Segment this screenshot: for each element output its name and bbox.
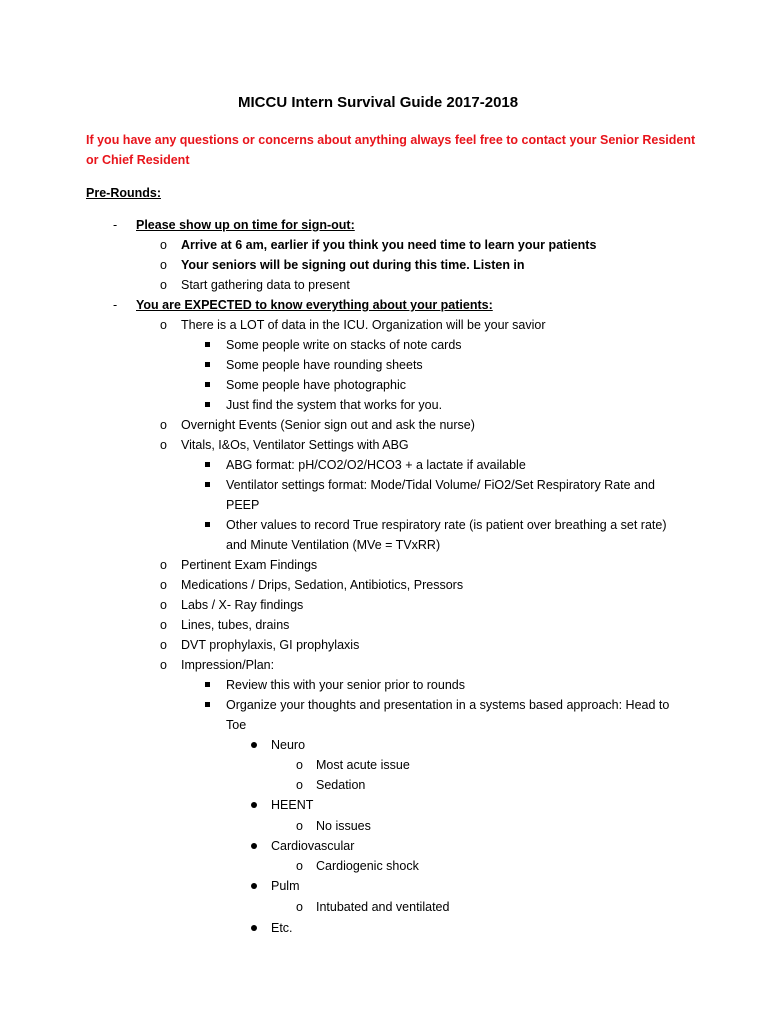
pre-rounds-heading: Pre-Rounds: — [86, 186, 161, 200]
system-name: Neuro — [271, 738, 306, 752]
plan-organize-line-1: Organize your thoughts and presentation in a systems based approach: Head to — [226, 698, 670, 712]
sign-out-heading: Please show up on time for sign-out: — [136, 218, 355, 232]
o-bullet: o — [160, 318, 167, 332]
o-bullet: o — [160, 618, 167, 632]
page-title: MICCU Intern Survival Guide 2017-2018 — [238, 94, 519, 111]
o-bullet: o — [296, 758, 303, 772]
checklist-item: Medications / Drips, Sedation, Antibiotics, Pressors — [181, 578, 464, 592]
impression-plan-item: Impression/Plan: — [181, 658, 275, 672]
square-bullet — [205, 342, 210, 347]
organization-tip: Some people write on stacks of note cards — [226, 338, 462, 352]
o-bullet: o — [160, 418, 167, 432]
o-bullet: o — [160, 578, 167, 592]
other-values-line-2: and Minute Ventilation (MVe = TVxRR) — [226, 538, 441, 552]
system-detail: Cardiogenic shock — [316, 859, 419, 873]
o-bullet: o — [160, 638, 167, 652]
o-bullet: o — [296, 819, 303, 833]
square-bullet — [205, 382, 210, 387]
checklist-item: Pertinent Exam Findings — [181, 558, 318, 572]
organization-tip: Just find the system that works for you. — [226, 398, 443, 412]
square-bullet — [205, 462, 210, 467]
o-bullet: o — [296, 859, 303, 873]
system-name: Pulm — [271, 879, 300, 893]
round-bullet — [251, 883, 257, 889]
round-bullet — [251, 742, 257, 748]
round-bullet — [251, 843, 257, 849]
vent-format-line-2: PEEP — [226, 498, 260, 512]
system-detail: Most acute issue — [316, 758, 410, 772]
square-bullet — [205, 682, 210, 687]
system-name: Cardiovascular — [271, 839, 355, 853]
vent-format-line-1: Ventilator settings format: Mode/Tidal Volume/ FiO2/Set Respiratory Rate and — [226, 478, 655, 492]
o-bullet: o — [160, 278, 167, 292]
system-detail: Intubated and ventilated — [316, 900, 450, 914]
square-bullet — [205, 362, 210, 367]
dash-marker: - — [113, 218, 118, 232]
checklist-item: Lines, tubes, drains — [181, 618, 290, 632]
o-bullet: o — [296, 778, 303, 792]
sign-out-item: Your seniors will be signing out during this time. Listen in — [181, 258, 525, 272]
o-bullet: o — [296, 900, 303, 914]
square-bullet — [205, 522, 210, 527]
vitals-item: Vitals, I&Os, Ventilator Settings with ABG — [181, 438, 409, 452]
o-bullet: o — [160, 258, 167, 272]
notice-line-2: or Chief Resident — [86, 153, 190, 167]
system-detail: Sedation — [316, 778, 366, 792]
square-bullet — [205, 482, 210, 487]
lot-of-data-item: There is a LOT of data in the ICU. Organization will be your savior — [181, 318, 546, 332]
organization-tip: Some people have photographic — [226, 378, 406, 392]
organization-tip: Some people have rounding sheets — [226, 358, 423, 372]
sign-out-item: Start gathering data to present — [181, 278, 350, 292]
checklist-item: DVT prophylaxis, GI prophylaxis — [181, 638, 360, 652]
sign-out-item: Arrive at 6 am, earlier if you think you need time to learn your patients — [181, 238, 597, 252]
round-bullet — [251, 925, 257, 931]
overnight-events-item: Overnight Events (Senior sign out and ask the nurse) — [181, 418, 475, 432]
system-name: HEENT — [271, 798, 314, 812]
dash-marker: - — [113, 298, 118, 312]
abg-format: ABG format: pH/CO2/O2/HCO3 + a lactate if available — [226, 458, 526, 472]
expected-heading: You are EXPECTED to know everything about your patients: — [136, 298, 493, 312]
system-name: Etc. — [271, 921, 293, 935]
o-bullet: o — [160, 238, 167, 252]
system-detail: No issues — [316, 819, 371, 833]
plan-review-tip: Review this with your senior prior to rounds — [226, 678, 465, 692]
o-bullet: o — [160, 658, 167, 672]
o-bullet: o — [160, 438, 167, 452]
o-bullet: o — [160, 598, 167, 612]
notice-line-1: If you have any questions or concerns about anything always feel free to contact your Senior Resident — [86, 133, 696, 147]
other-values-line-1: Other values to record True respiratory rate (is patient over breathing a set rate) — [226, 518, 667, 532]
o-bullet: o — [160, 558, 167, 572]
square-bullet — [205, 702, 210, 707]
round-bullet — [251, 802, 257, 808]
checklist-item: Labs / X- Ray findings — [181, 598, 304, 612]
square-bullet — [205, 402, 210, 407]
plan-organize-line-2: Toe — [226, 718, 247, 732]
